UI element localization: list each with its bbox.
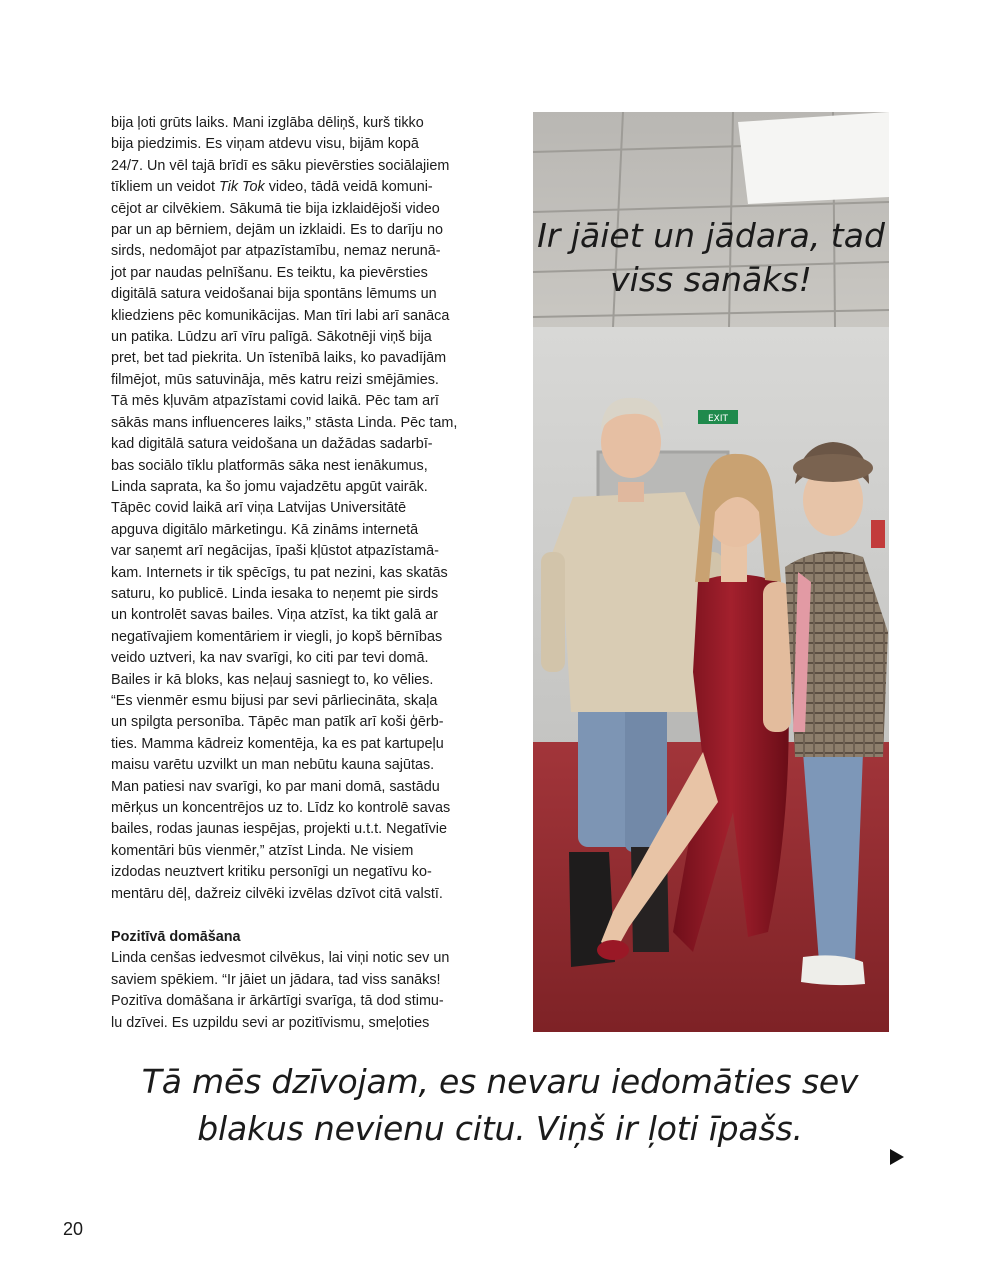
body-line: sākās mans influenceres laiks,” stāsta Linda. Pēc tam, — [111, 414, 458, 431]
body-line: apguva digitālo mārketingu. Kā zināms internetā — [111, 521, 419, 538]
body-line: mentāru dēļ, dažreiz cilvēki izvēlas dzīvot citā valstī. — [111, 885, 443, 902]
emphasis: Tik Tok — [218, 179, 265, 196]
page-number: 20 — [63, 1219, 84, 1239]
body-line: Linda saprata, ka šo jomu vajadzētu apgūt vairāk. — [111, 478, 428, 495]
section-line: Pozitīva domāšana ir ārkārtīgi svarīga, tā dod stimu- — [111, 993, 444, 1010]
body-line: pret, bet tad piekrita. Un īstenībā laiks, ko pavadījām — [111, 350, 447, 367]
body-paragraph — [111, 113, 486, 905]
body-line: jot par naudas pelnīšanu. Es teiktu, ka pievērsties — [111, 264, 428, 281]
body-line: un kontrolēt savas bailes. Viņa atzīst, ka tikt galā ar — [111, 607, 438, 624]
body-line: bija ļoti grūts laiks. Mani izglāba dēliņš, kurš tikko — [111, 115, 424, 131]
body-line: saturu, ko publicē. Linda iesaka to neņemt pie sirds — [111, 585, 439, 602]
body-line: komentāri būs vienmēr,” atzīst Linda. Ne visiem — [111, 842, 414, 859]
body-line: maisu varētu uzvilkt un man nebūtu kauna sajūtas. — [111, 757, 435, 774]
body-line: digitālā satura veidošanai bija spontāns lēmums un — [111, 286, 437, 303]
photo-quote-line: viss sanāks! — [610, 260, 812, 299]
body-line: filmējot, mūs satuvināja, mēs katru reizi smējāmies. — [111, 371, 439, 388]
pull-quote — [100, 1058, 900, 1152]
photo-quote — [533, 214, 889, 302]
body-line: sirds, nedomājot par atpazīstamību, nemaz nerunā- — [111, 243, 441, 260]
body-line: ties. Mamma kādreiz komentēja, ka es pat kartupeļu — [111, 735, 444, 752]
body-line: izdodas neuztvert kritiku personīgi un negatīvu ko- — [111, 864, 432, 881]
body-line: veido uztveri, ka nav svarīgi, ko citi par tevi domā. — [111, 650, 429, 667]
body-line: var saņemt arī negācijas, īpaši kļūstot atpazīstamā- — [111, 543, 439, 560]
pull-quote-line: blakus nevienu citu. Viņš ir ļoti īpašs. — [197, 1109, 803, 1148]
body-line: negatīvajiem komentāriem ir viegli, jo kopš bērnības — [111, 628, 443, 645]
body-line: Tāpēc covid laikā arī viņa Latvijas Universitātē — [111, 500, 407, 517]
article-photo — [533, 112, 889, 1032]
section-paragraph — [111, 948, 486, 1034]
photo-quote-line: Ir jāiet un jādara, tad — [537, 216, 885, 255]
body-line: tīkliem un veidot Tik Tok video, tādā veidā komuni- — [111, 179, 433, 196]
body-line: Bailes ir kā bloks, kas neļauj sasniegt to, ko vēlies. — [111, 671, 434, 688]
section-heading: Pozitīvā domāšana — [111, 929, 241, 946]
section-line: lu dzīvei. Es uzpildu sevi ar pozitīvismu, smeļoties — [111, 1014, 430, 1031]
body-line: cējot ar cilvēkiem. Sākumā tie bija izklaidējoši video — [111, 200, 440, 217]
exit-sign-text: EXIT — [707, 414, 729, 424]
body-line: 24/7. Un vēl tajā brīdī es sāku pievērsties sociālajiem — [111, 157, 450, 174]
section-line: Linda cenšas iedvesmot cilvēkus, lai viņi notic sev un — [111, 950, 450, 967]
body-line: “Es vienmēr esmu bijusi par sevi pārliecināta, skaļa — [111, 692, 438, 709]
body-line: Man patiesi nav svarīgi, ko par mani domā, sastādu — [111, 778, 440, 795]
ceiling-light — [738, 112, 889, 204]
body-line: mērķus un koncentrējos uz to. Līdz ko kontrolē savas — [111, 800, 451, 816]
body-line: par un ap bērniem, dejām un izklaidi. Es to darīju no — [111, 222, 443, 239]
body-line: Tā mēs kļuvām atpazīstami covid laikā. Pēc tam arī — [111, 393, 439, 410]
body-line: bas sociālo tīklu platformās sāka nest ienākumus, — [111, 457, 428, 474]
section-line: saviem spēkiem. “Ir jāiet un jādara, tad viss sanāks! — [111, 971, 441, 988]
pull-quote-line: Tā mēs dzīvojam, es nevaru iedomāties sev — [141, 1062, 859, 1101]
next-page-arrow-icon[interactable] — [888, 1147, 906, 1167]
body-line: un spilgta personība. Tāpēc man patīk arī koši ģērb- — [111, 714, 444, 731]
body-line: kliedziens pēc komunikācijas. Man tīri labi arī sanāca — [111, 307, 450, 324]
body-line: bija piedzimis. Es viņam atdevu visu, bijām kopā — [111, 136, 419, 153]
wall-sign — [871, 520, 885, 548]
body-line: bailes, rodas jaunas iespējas, projekti u.t.t. Negatīvie — [111, 821, 447, 838]
article-body — [111, 113, 486, 1034]
body-line: kam. Internets ir tik spēcīgs, tu pat nezini, kas skatās — [111, 564, 448, 581]
body-line: kad digitālā satura veidošana un dažādas sadarbī- — [111, 436, 433, 453]
body-line: un patika. Lūdzu arī vīru palīgā. Sākotnēji viņš bija — [111, 329, 432, 346]
